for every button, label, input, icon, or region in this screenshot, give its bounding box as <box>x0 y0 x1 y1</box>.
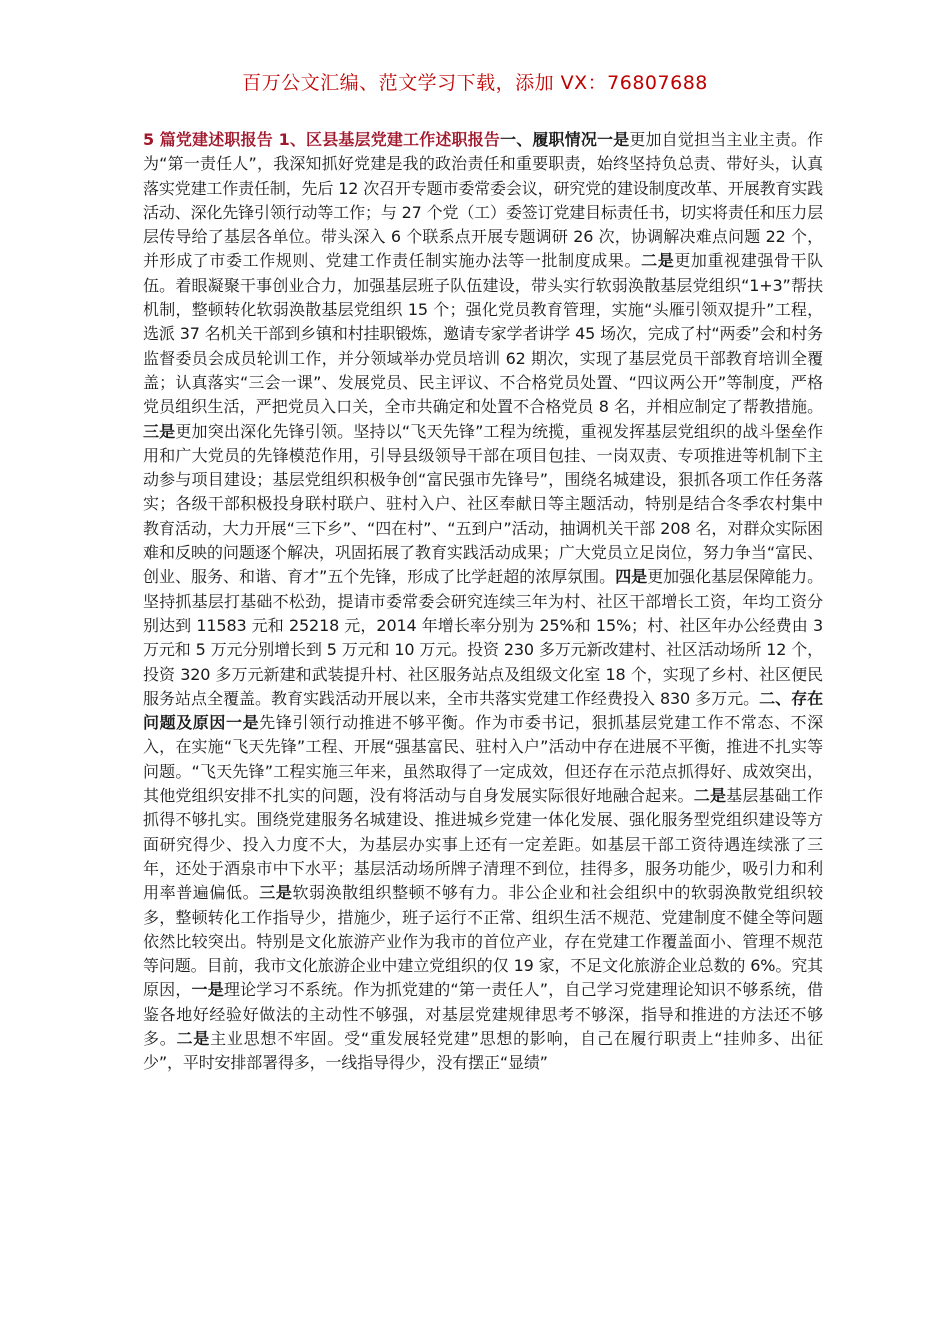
paragraph-text: 理论学习不系统。作为抓党建的“第一责任人”，自己学习党建理论知识不够系统，借鉴各地好经验好做法的主动性不够强，对基层党建规律思考不够深，指导和推进的方法还不够多。 <box>143 980 823 1048</box>
paragraph-text: 更加强化基层保障能力。坚持抓基层打基础不松劲，提请市委常委会研究连续三年为村、社区干部增长工资，年均工资分别达到 11583 元和 25218 元，2014 年增长率分别为 25%和 15%；村、社区年办公经费由 3 万元和 5 万元分别增长到 5 万元和 10 万元。投资 230 多万元新改建村、社区活动场所 12 个，投资 320 多万元新建和武装提升村、社区服务站点及组级文化室 18 个，实现了乡村、社区便民服务站点全覆盖。教育实践活动开展以来，全市共落实党建工作经费投入 830 多万元。 <box>143 567 824 708</box>
point-marker: 一是 <box>191 980 224 1000</box>
document-title: 5 篇党建述职报告 1、区县基层党建工作述职报告 <box>143 130 501 149</box>
section-heading: 一、履职情况 <box>500 130 598 149</box>
document-body <box>143 128 823 1076</box>
point-marker: 三是 <box>143 421 176 441</box>
paragraph-text: 基层基础工作抓得不够扎实。围绕党建服务名城建设、推进城乡党建一体化发展、强化服务型党组织建设等方面研究得少、投入力度不大，为基层办实事上还有一定差距。如基层干部工资待遇连续涨了三年，还处于酒泉市中下水平；基层活动场所牌子清理不到位，挂得多，服务功能少，吸引力和利用率普遍偏低。 <box>143 786 823 903</box>
paragraph-text: 更加突出深化先锋引领。坚持以“飞天先锋”工程为统揽，重视发挥基层党组织的战斗堡垒作用和广大党员的先锋模范作用，引导县级领导干部在项目包挂、一岗双责、专项推进等机制下主动参与项目建设；基层党组织积极争创“富民强市先锋号”，围绕名城建设，狠抓各项工作任务落实；各级干部积极投身联村联户、驻村入户、社区奉献日等主题活动，特别是结合冬季农村集中教育活动，大力开展“三下乡”、“四在村”、“五到户”活动，抽调机关干部 208 名，对群众实际困难和反映的问题逐个解决，巩固拓展了教育实践活动成果；广大党员立足岗位，努力争当“富民、创业、服务、和谐、育才”五个先锋，形成了比学赶超的浓厚氛围。 <box>143 421 824 587</box>
point-marker: 三是 <box>259 883 293 903</box>
point-marker: 四是 <box>615 567 648 587</box>
paragraph-text: 软弱涣散组织整顿不够有力。非公企业和社会组织中的软弱涣散党组织较多，整顿转化工作指导少，措施少，班子运行不正常、组织生活不规范、党建制度不健全等问题依然比较突出。特别是文化旅游产业作为我市的首位产业，存在党建工作覆盖面小、管理不规范等问题。目前，我市文化旅游企业中建立党组织的仅 19 家，不足文化旅游企业总数的 6%。究其原因， <box>143 883 824 1000</box>
paragraph-text: 先锋引领行动推进不够平衡。作为市委书记，狠抓基层党建工作不常态、不深入，在实施“飞天先锋”工程、开展“强基富民、驻村入户”活动中存在进展不平衡，推进不扎实等问题。“飞天先锋”工程实施三年来，虽然取得了一定成效，但还存在示范点抓得好、成效突出，其他党组织安排不扎实的问题，没有将活动与自身发展实际很好地融合起来。 <box>143 713 824 806</box>
watermark-header: 百万公文汇编、范文学习下载，添加 VX：76807688 <box>242 72 708 94</box>
point-marker: 二是 <box>693 786 727 806</box>
point-marker: 二是 <box>176 1028 211 1048</box>
point-marker: 二是 <box>641 251 675 271</box>
paragraph-text: 主业思想不牢固。受“重发展轻党建”思想的影响，自己在履行职责上“挂帅多、出征少”，平时安排部署得多，一线指导得少，没有摆正“显绩” <box>143 1028 824 1073</box>
point-marker: 一是 <box>597 130 630 149</box>
paragraph-text: 更加重视建强骨干队伍。着眼凝聚干事创业合力，加强基层班子队伍建设，带头实行软弱涣散基层党组织“1+3”帮扶机制，整顿转化软弱涣散基层党组织 15 个；强化党员教育管理，实施“头雁引领双提升”工程，选派 37 名机关干部到乡镇和村挂职锻炼，邀请专家学者讲学 45 场次，完成了村“两委”会和村务监督委员会成员轮训工作，并分领域举办党员培训 62 期次，实现了基层党员干部教育培训全覆盖；认真落实“三会一课”、发展党员、民主评议、不合格党员处置、“四议两公开”等制度，严格党员组织生活，严把党员入口关，全市共确定和处置不合格党员 8 名，并相应制定了帮教措施。 <box>143 251 824 417</box>
paragraph-text: 更加自觉担当主业主责。作为“第一责任人”，我深知抓好党建是我的政治责任和重要职责，始终坚持负总责、带好头，认真落实党建工作责任制，先后 12 次召开专题市委常委会议，研究党的建设制度改革、开展教育实践活动、深化先锋引领行动等工作；与 27 个党（工）委签订党建目标责任书，切实将责任和压力层层传导给了基层各单位。带头深入 6 个联系点开展专题调研 26 次，协调解决难点问题 22 个，并形成了市委工作规则、党建工作责任制实施办法等一批制度成果。 <box>143 130 823 271</box>
point-marker: 一是 <box>226 713 260 733</box>
section-heading: 二、存在问题及原因 <box>143 688 823 733</box>
